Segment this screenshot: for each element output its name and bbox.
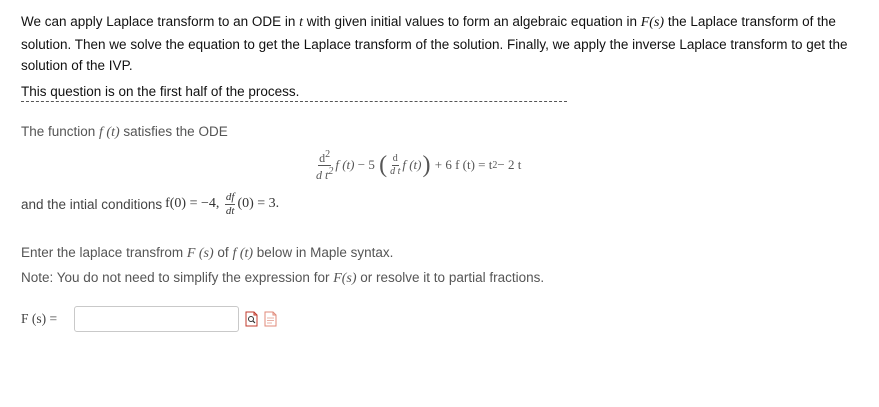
intro-paragraph (21, 11, 873, 102)
ode-equation: $\frac{d^2}{d t^2}$ f (t) − 5 ( $\frac{d}{\text{d t}}$ f (t) ) + 6 f (t) = t 2 − 2 t (316, 148, 522, 182)
first-derivative-operator: $\frac{d}{\text{d t}}$ (390, 152, 401, 177)
var-Fs: F(s) (640, 15, 665, 30)
var-t: t (299, 15, 304, 30)
laplace-answer-input[interactable] (74, 306, 239, 332)
preview-icon[interactable] (245, 311, 258, 327)
second-derivative-operator: $\frac{d^2}{d t^2}$ (316, 148, 334, 182)
question-note: This question is on the first half of the process. (21, 83, 300, 99)
instructions (21, 241, 544, 291)
help-icon[interactable] (264, 311, 277, 327)
derivative-fraction: $\frac{df}{dt}$ (225, 190, 235, 217)
answer-row (21, 306, 277, 332)
intro-text: We can apply Laplace transform to an ODE in t with given initial values to form an algebraic equation in F(s) the Laplace transform of the solution. Then we solve the equation to get the Laplace transform of the solution. Finally, we apply the inverse Laplace transform to get the solution of the IVP. (21, 14, 848, 73)
initial-conditions: and the intial conditions f(0) = −4, $\frac{df}{dt}$ (0) = 3. (21, 190, 280, 217)
answer-label: F (s) = (21, 311, 58, 326)
note-instruction: Note: You do not need to simplify the expression for F(s) or resolve it to partial fractions. (21, 270, 545, 286)
enter-instruction: Enter the laplace transfrom F (s) of f (t) below in Maple syntax. (21, 245, 394, 261)
dashed-divider (21, 101, 567, 102)
ode-intro: The function f (t) satisfies the ODE (21, 124, 228, 140)
